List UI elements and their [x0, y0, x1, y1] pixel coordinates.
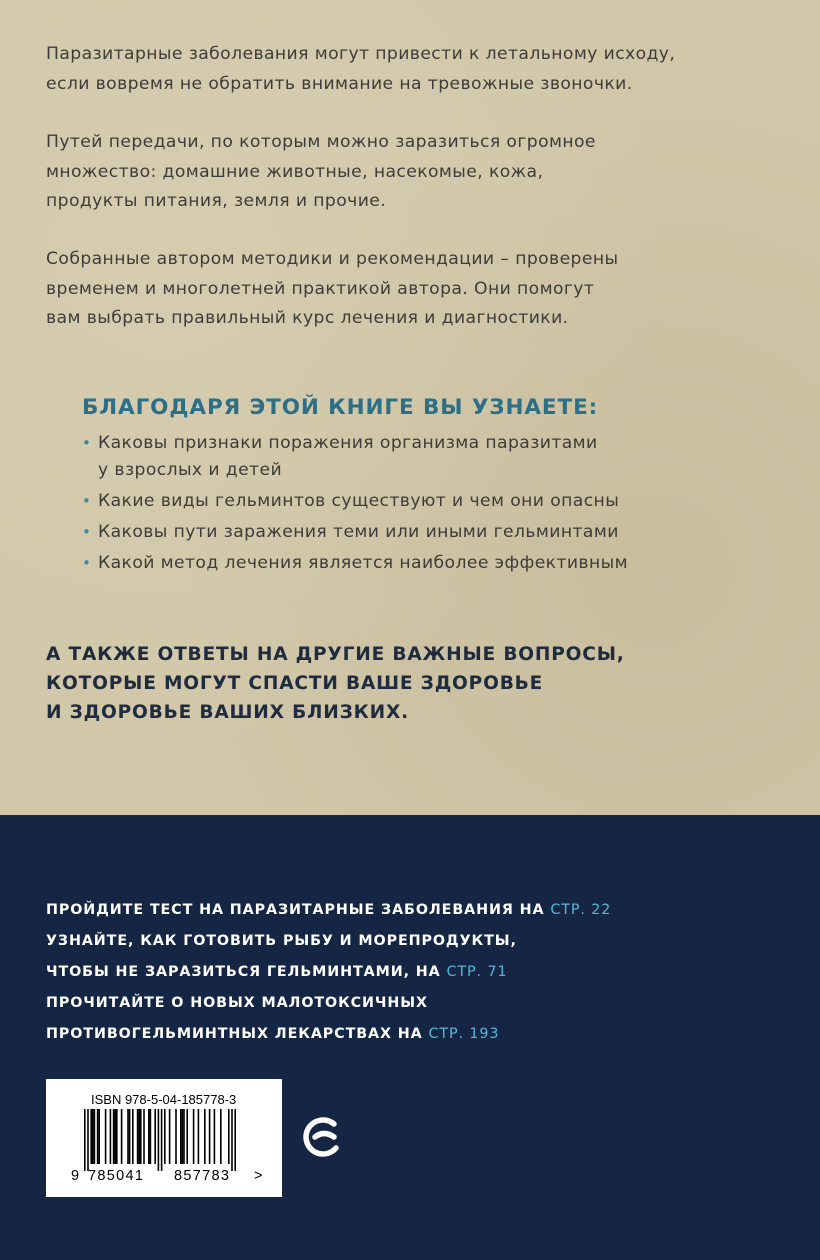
- barcode-bars: [84, 1109, 244, 1171]
- promo-line: [46, 895, 611, 926]
- bullet-icon: •: [82, 554, 92, 572]
- barcode-bar: [116, 1109, 118, 1164]
- list-item-text: Каковы пути заражения теми или иными гельминтами: [98, 522, 619, 542]
- barcode-bar: [183, 1109, 185, 1164]
- barcode-bar: [121, 1109, 123, 1164]
- barcode-bar: [150, 1109, 152, 1164]
- barcode-bar: [140, 1109, 142, 1164]
- barcode-bar: [127, 1109, 129, 1164]
- isbn-text: ISBN 978-5-04-185778-3: [91, 1092, 237, 1107]
- barcode-bar: [204, 1109, 206, 1164]
- page-ref: СТР. 22: [550, 902, 612, 918]
- barcode-bar: [234, 1109, 236, 1171]
- list-item-text: Какие виды гельминтов существуют и чем они опасны: [98, 491, 620, 511]
- bullet-icon: •: [82, 492, 92, 510]
- learn-list: [82, 430, 628, 581]
- callout-line: КОТОРЫЕ МОГУТ СПАСТИ ВАШЕ ЗДОРОВЬЕ: [46, 673, 544, 694]
- barcode-bar: [92, 1109, 94, 1164]
- barcode-bar: [175, 1109, 177, 1164]
- page-references: [46, 895, 611, 1050]
- barcode-bar: [110, 1109, 112, 1164]
- promo-line: [46, 957, 611, 988]
- barcode-bar: [105, 1109, 107, 1164]
- list-item-text: Какой метод лечения является наиболее эффективным: [98, 553, 628, 573]
- learn-heading: БЛАГОДАРЯ ЭТОЙ КНИГЕ ВЫ УЗНАЕТЕ:: [82, 395, 599, 420]
- promo-text: ПРОЙДИТЕ ТЕСТ НА ПАРАЗИТАРНЫЕ ЗАБОЛЕВАНИЯ НА: [46, 902, 551, 918]
- barcode-bar: [220, 1109, 222, 1164]
- barcode-quiet-mark: >: [254, 1168, 263, 1184]
- barcode-bar: [158, 1109, 160, 1171]
- eksmo-logo-icon: [303, 1110, 345, 1164]
- barcode-bar: [164, 1109, 166, 1164]
- list-item-text: у взрослых и детей: [98, 460, 283, 480]
- barcode-bar: [161, 1109, 163, 1171]
- barcode-bar: [148, 1109, 150, 1164]
- barcode-bar: [209, 1109, 211, 1164]
- barcode-bar: [214, 1109, 216, 1164]
- intro-paragraph-2: [46, 128, 596, 217]
- learn-list-item: [82, 519, 628, 546]
- text-line: если вовремя не обратить внимание на тревожные звоночки.: [46, 73, 633, 94]
- bullet-icon: •: [82, 523, 92, 541]
- barcode-digits-left: 785041: [88, 1168, 145, 1184]
- learn-list-item: [82, 430, 628, 484]
- barcode-bar: [154, 1109, 156, 1164]
- barcode-bar: [198, 1109, 200, 1164]
- text-line: вам выбрать правильный курс лечения и диагностики.: [46, 308, 569, 328]
- intro-paragraph-1: [46, 40, 675, 99]
- promo-line: [46, 1019, 611, 1050]
- barcode-bar: [137, 1109, 139, 1164]
- bullet-icon: •: [82, 434, 92, 452]
- barcode-bar: [138, 1109, 140, 1164]
- barcode-bar: [231, 1109, 233, 1171]
- barcode-bar: [129, 1109, 131, 1164]
- text-line: Паразитарные заболевания могут привести к летальному исходу,: [46, 44, 676, 64]
- barcode-bar: [228, 1109, 230, 1164]
- promo-text: ПРОТИВОГЕЛЬМИНТНЫХ ЛЕКАРСТВАХ НА: [46, 1026, 429, 1042]
- promo-line: [46, 988, 611, 1019]
- promo-text: ЧТОБЫ НЕ ЗАРАЗИТЬСЯ ГЕЛЬМИНТАМИ, НА: [46, 964, 447, 980]
- barcode-digit: 9: [71, 1168, 80, 1184]
- barcode-box: [46, 1079, 282, 1197]
- learn-list-item: [82, 550, 628, 577]
- text-line: Путей передачи, по которым можно заразиться огромное: [46, 132, 596, 152]
- barcode-bar: [169, 1109, 171, 1164]
- list-item-text: Каковы признаки поражения организма паразитами: [98, 433, 598, 453]
- barcode-bar: [180, 1109, 182, 1164]
- barcode-bar: [182, 1109, 184, 1164]
- barcode-bar: [87, 1109, 89, 1171]
- barcode-bar: [84, 1109, 86, 1171]
- barcode-bar: [143, 1109, 145, 1164]
- promo-text: ПРОЧИТАЙТЕ О НОВЫХ МАЛОТОКСИЧНЫХ: [46, 995, 428, 1011]
- barcode-bar: [94, 1109, 96, 1164]
- callout-line: А ТАКЖЕ ОТВЕТЫ НА ДРУГИЕ ВАЖНЫЕ ВОПРОСЫ,: [46, 644, 625, 665]
- barcode-bar: [113, 1109, 115, 1164]
- promo-text: УЗНАЙТЕ, КАК ГОТОВИТЬ РЫБУ И МОРЕПРОДУКТЫ,: [46, 933, 517, 949]
- promo-line: [46, 926, 611, 957]
- barcode-bar: [97, 1109, 99, 1164]
- text-line: множество: домашние животные, насекомые, кожа,: [46, 161, 544, 182]
- barcode-bar: [132, 1109, 134, 1164]
- learn-list-item: [82, 488, 628, 515]
- page-ref: СТР. 193: [428, 1026, 500, 1042]
- barcode-bar: [90, 1109, 92, 1164]
- also-callout: [46, 640, 625, 727]
- barcode-bar: [98, 1109, 100, 1164]
- text-line: Собранные автором методики и рекомендации – проверены: [46, 249, 619, 269]
- text-line: временем и многолетней практикой автора. Они помогут: [46, 278, 595, 299]
- barcode-bar: [186, 1109, 188, 1164]
- barcode-bar: [193, 1109, 195, 1164]
- text-line: продукты питания, земля и прочие.: [46, 191, 387, 211]
- barcode-bar: [114, 1109, 116, 1164]
- page-ref: СТР. 71: [446, 964, 508, 980]
- intro-paragraph-3: [46, 245, 618, 334]
- barcode-digits-right: 857783: [174, 1168, 231, 1184]
- callout-line: И ЗДОРОВЬЕ ВАШИХ БЛИЗКИХ.: [46, 702, 410, 723]
